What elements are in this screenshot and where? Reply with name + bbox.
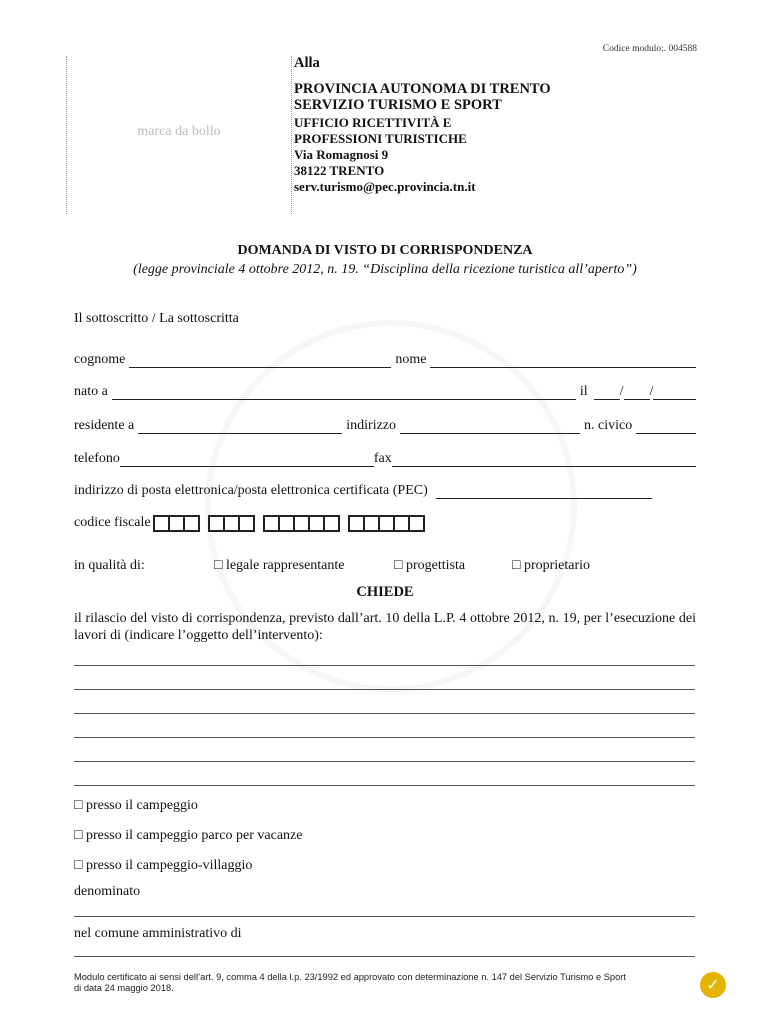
indirizzo-label: indirizzo: [346, 418, 397, 433]
document-subtitle: (legge provinciale 4 ottobre 2012, n. 19. “Disciplina della ricezione turistica all’aperto”): [133, 262, 637, 277]
addressee-block: [294, 55, 551, 195]
intervention-line-5[interactable]: [74, 761, 695, 762]
revenue-stamp-label: marca da bollo: [137, 124, 221, 139]
comune-field[interactable]: [74, 956, 695, 957]
option-campeggio-parco[interactable]: □ presso il campeggio parco per vacanze: [74, 828, 303, 843]
footer-line-2: di data 24 maggio 2018.: [74, 983, 174, 993]
fax-label: fax: [373, 451, 392, 466]
addressee-province: PROVINCIA AUTONOMA DI TRENTO: [294, 81, 551, 97]
addressee-office-2: PROFESSIONI TURISTICHE: [294, 131, 467, 146]
codice-fiscale-char-box[interactable]: [323, 515, 340, 532]
document-title: DOMANDA DI VISTO DI CORRISPONDENZA: [237, 243, 533, 258]
qualita-label: in qualità di:: [74, 558, 145, 573]
denominato-field[interactable]: [74, 916, 695, 917]
certification-seal-icon: ✓: [700, 972, 726, 998]
birthplace-field[interactable]: [112, 386, 576, 400]
intervention-line-3[interactable]: [74, 713, 695, 714]
civico-field[interactable]: [636, 420, 696, 434]
birth-month-field[interactable]: [624, 386, 650, 400]
option-progettista[interactable]: □ progettista: [394, 558, 466, 573]
sottoscritto-text: Il sottoscritto / La sottoscritta: [74, 311, 239, 326]
cognome-field[interactable]: [129, 354, 391, 368]
codice-fiscale-char-box[interactable]: [408, 515, 425, 532]
address-field[interactable]: [400, 420, 580, 434]
residente-label: residente a: [74, 418, 135, 433]
addressee-email: serv.turismo@pec.provincia.tn.it: [294, 179, 476, 194]
qualita-row: [74, 556, 696, 574]
nome-field[interactable]: [430, 354, 696, 368]
il-label: il: [579, 384, 588, 399]
nome-label: nome: [395, 352, 427, 367]
codice-fiscale-char-box[interactable]: [183, 515, 200, 532]
intervention-line-1[interactable]: [74, 665, 695, 666]
comune-label: nel comune amministrativo di: [74, 926, 242, 941]
addressee-office-1: UFFICIO RICETTIVITÀ E: [294, 115, 452, 130]
date-sep-2: /: [649, 384, 654, 399]
intervention-line-6[interactable]: [74, 785, 695, 786]
addressee-city: 38122 TRENTO: [294, 163, 385, 178]
denominato-label: denominato: [74, 884, 141, 899]
telefono-label: telefono: [74, 451, 120, 466]
pec-row: [74, 481, 696, 499]
pec-field[interactable]: [436, 485, 652, 499]
name-row: [74, 350, 696, 368]
addressee-alla: Alla: [294, 55, 320, 71]
fax-field[interactable]: [392, 453, 696, 467]
addressee-street: Via Romagnosi 9: [294, 147, 389, 162]
nato-a-label: nato a: [74, 384, 108, 399]
option-legale-rappresentante[interactable]: □ legale rappresentante: [214, 558, 345, 573]
revenue-stamp-area: [66, 56, 292, 214]
cognome-label: cognome: [74, 352, 126, 367]
footer-note: [74, 972, 714, 994]
form-code: Codice modulo:. 004588: [602, 44, 697, 54]
codice-fiscale-boxes[interactable]: [153, 515, 423, 532]
footer-line-1: Modulo certificato ai sensi dell’art. 9, comma 4 della l.p. 23/1992 ed approvato con determinazione n. 147 del Servizio Turismo e Sport: [74, 972, 626, 982]
phone-row: [74, 449, 696, 467]
date-sep-1: /: [619, 384, 624, 399]
addressee-service: SERVIZIO TURISMO E SPORT: [294, 97, 502, 113]
residence-field[interactable]: [138, 420, 342, 434]
civico-label: n. civico: [584, 418, 633, 433]
birth-day-field[interactable]: [594, 386, 620, 400]
chiede-heading: CHIEDE: [356, 584, 414, 600]
pec-label: indirizzo di posta elettronica/posta elettronica certificata (PEC): [74, 483, 428, 498]
codice-fiscale-row: [74, 512, 696, 534]
birth-year-field[interactable]: [653, 386, 696, 400]
codice-fiscale-char-box[interactable]: [238, 515, 255, 532]
residence-row: [74, 416, 696, 434]
option-campeggio-villaggio[interactable]: □ presso il campeggio-villaggio: [74, 858, 253, 873]
option-campeggio[interactable]: □ presso il campeggio: [74, 798, 198, 813]
request-paragraph: il rilascio del visto di corrispondenza, previsto dall’art. 10 della L.P. 4 ottobre 2012, n. 19, per l’esecuzione dei lavori di (indicare l’oggetto dell’intervento):: [74, 611, 696, 643]
codice-fiscale-label: codice fiscale: [74, 515, 151, 530]
sottoscritto-label: [74, 309, 696, 327]
option-proprietario[interactable]: □ proprietario: [512, 558, 591, 573]
birth-row: [74, 382, 696, 400]
intervention-line-4[interactable]: [74, 737, 695, 738]
intervention-line-2[interactable]: [74, 689, 695, 690]
phone-field[interactable]: [120, 453, 374, 467]
